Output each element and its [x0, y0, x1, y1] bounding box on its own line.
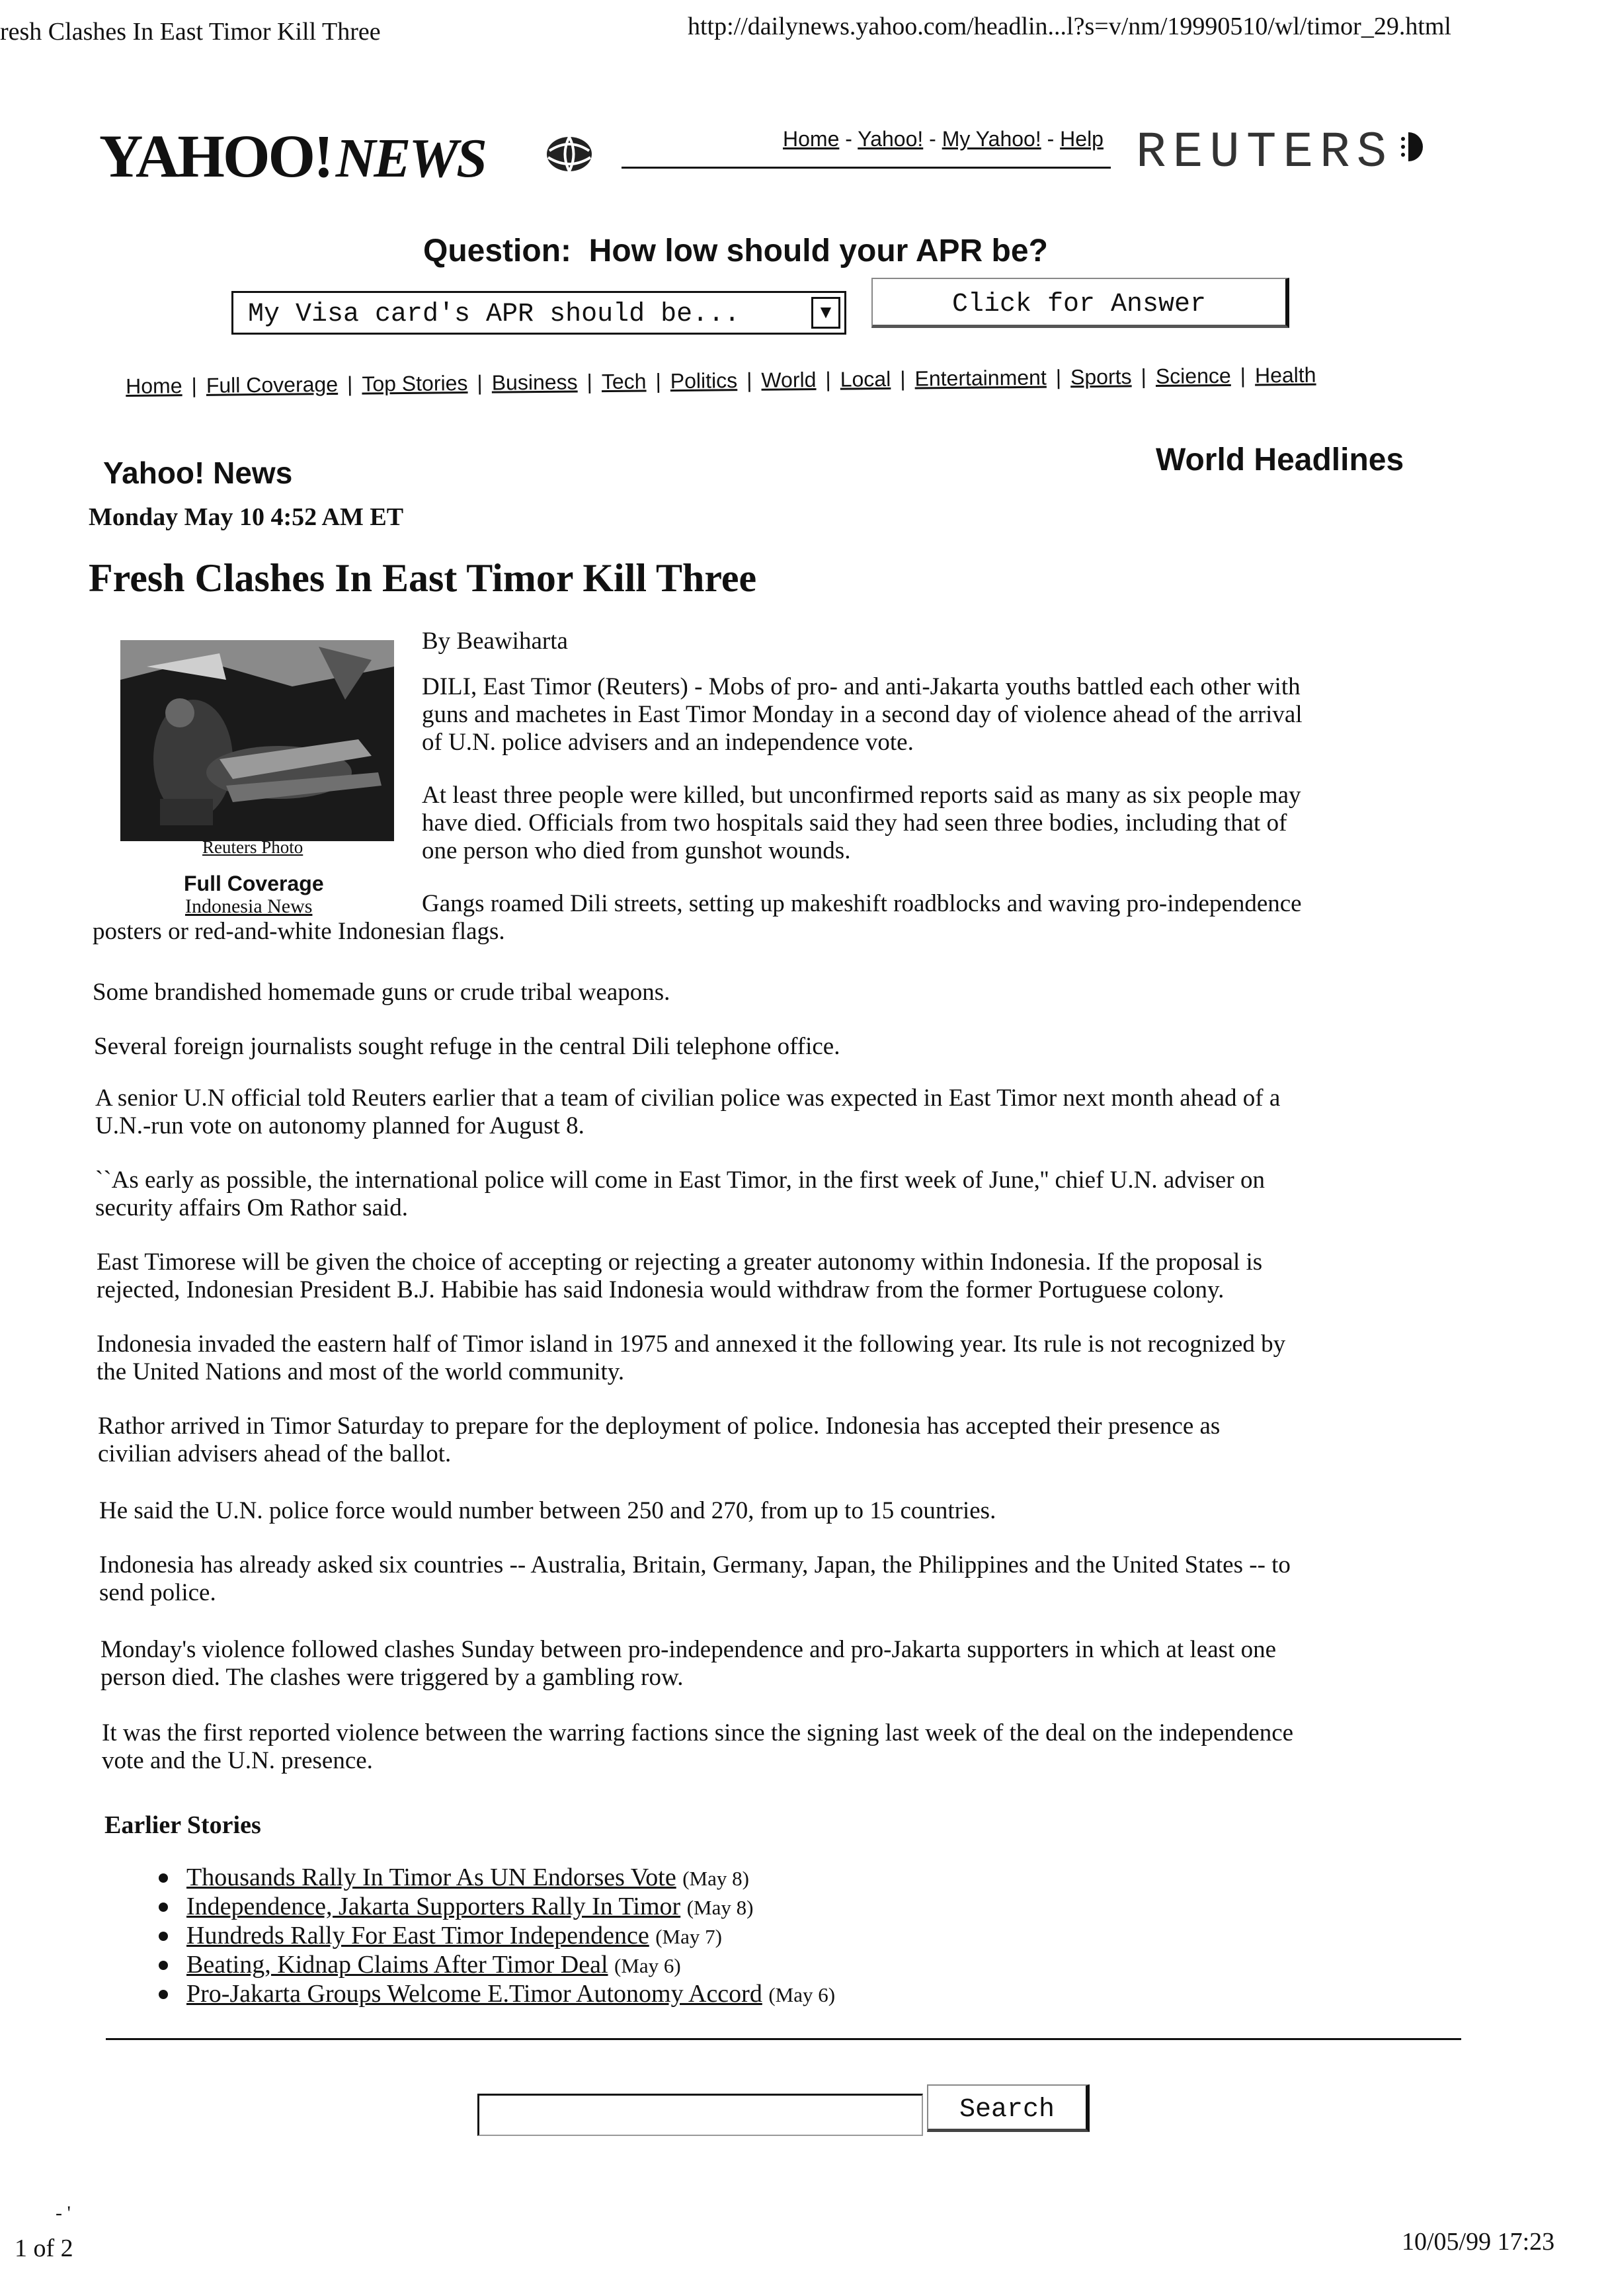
apr-question: Question: How low should your APR be? [423, 233, 1048, 268]
full-coverage-heading: Full Coverage [184, 872, 324, 895]
nav-entertainment[interactable]: Entertainment [914, 365, 1047, 391]
header-rule [622, 167, 1111, 169]
story-date: (May 8) [686, 1896, 754, 1919]
indonesia-news-link[interactable]: Indonesia News [185, 895, 313, 917]
paragraph-line: guns and machetes in East Timor Monday in a second day of violence ahead of the arrival [422, 701, 1303, 728]
list-item [159, 1951, 835, 1980]
nav-world[interactable]: World [761, 367, 817, 392]
bullet-icon [159, 1961, 168, 1970]
top-link-help[interactable]: Help [1060, 127, 1104, 151]
paragraph-line: civilian advisers ahead of the ballot. [98, 1440, 452, 1467]
paragraph-line: U.N.-run vote on autonomy planned for August 8. [95, 1112, 584, 1139]
article-paragraph [100, 1636, 1276, 1692]
chevron-down-icon[interactable]: ▼ [811, 297, 840, 329]
top-link-yahoo[interactable]: Yahoo! [858, 127, 924, 151]
nav-home[interactable]: Home [126, 374, 182, 398]
paragraph-line: Gangs roamed Dili streets, setting up makeshift roadblocks and waving pro-independence [422, 890, 1302, 917]
nav-sports[interactable]: Sports [1070, 364, 1132, 390]
paragraph-line: posters or red-and-white Indonesian flags. [93, 918, 505, 945]
search-button-label: Search [959, 2095, 1055, 2125]
nav-politics[interactable]: Politics [670, 368, 738, 393]
paragraph-line: the United Nations and most of the world community. [97, 1358, 625, 1385]
top-links [783, 127, 1104, 151]
article-paragraph [99, 1551, 1291, 1607]
click-for-answer-button[interactable] [871, 278, 1289, 328]
paragraph-line: one person who died from gunshot wounds. [422, 837, 851, 864]
nav-local[interactable]: Local [840, 366, 891, 391]
nav-separator: | [191, 373, 198, 398]
nav-separator: | [746, 368, 752, 392]
list-item [159, 1922, 835, 1951]
nav-separator: | [1240, 363, 1246, 388]
nav-health[interactable]: Health [1254, 362, 1316, 388]
paragraph-line: ``As early as possible, the international police will come in East Timor, in the first week of June,'' chief U.N. adviser on [95, 1167, 1265, 1194]
article-headline: Fresh Clashes In East Timor Kill Three [89, 556, 757, 600]
earlier-stories-list [159, 1864, 835, 2009]
category-nav [126, 362, 1422, 399]
story-link[interactable]: Independence, Jakarta Supporters Rally In Timor [186, 1893, 681, 1920]
list-item [159, 1893, 835, 1922]
article-paragraph [99, 1497, 996, 1525]
nav-business[interactable]: Business [491, 370, 578, 395]
paragraph-line: He said the U.N. police force would number between 250 and 270, from up to 15 countries. [99, 1497, 996, 1524]
search-input[interactable] [477, 2094, 923, 2136]
paragraph-line: have died. Officials from two hospitals said they had seen three bodies, including that of [422, 809, 1287, 837]
article-paragraph [97, 1331, 1285, 1386]
paragraph-line: send police. [99, 1579, 216, 1606]
search-button[interactable] [927, 2084, 1090, 2132]
story-link[interactable]: Beating, Kidnap Claims After Timor Deal [186, 1951, 608, 1979]
nav-separator: | [1141, 364, 1147, 389]
paragraph-line: It was the first reported violence between the warring factions since the signing last week of the deal on the independence [102, 1719, 1294, 1746]
story-link[interactable]: Pro-Jakarta Groups Welcome E.Timor Autonomy Accord [186, 1980, 762, 2008]
article-paragraph [422, 890, 1302, 918]
print-url: http://dailynews.yahoo.com/headlin...l?s=v/nm/19990510/wl/timor_29.html [688, 13, 1451, 40]
paragraph-line: rejected, Indonesian President B.J. Habibie has said Indonesia would withdraw from the former Portuguese colony. [97, 1276, 1225, 1303]
top-link-separator: - [923, 127, 942, 151]
nav-science[interactable]: Science [1155, 363, 1231, 389]
news-photo[interactable] [120, 640, 394, 841]
bullet-icon [159, 1873, 168, 1883]
logo-yahoo-text: YAHOO! [99, 122, 332, 190]
story-date: (May 6) [614, 1954, 681, 1977]
article-paragraph [98, 1413, 1220, 1468]
photo-credit-link[interactable]: Reuters Photo [202, 837, 303, 857]
article-paragraph [422, 673, 1303, 757]
paragraph-line: of U.N. police advisers and an independence vote. [422, 729, 914, 756]
list-item [159, 1864, 835, 1893]
paragraph-line: At least three people were killed, but unconfirmed reports said as many as six people may [422, 782, 1301, 809]
apr-select-value: My Visa card's APR should be... [248, 300, 741, 329]
top-link-my-yahoo[interactable]: My Yahoo! [942, 127, 1041, 151]
print-page-title: resh Clashes In East Timor Kill Three [0, 18, 381, 46]
reuters-logo: REUTERS [1136, 124, 1394, 181]
globe-icon [540, 131, 599, 181]
paragraph-line: DILI, East Timor (Reuters) - Mobs of pro- and anti-Jakarta youths battled each other with [422, 673, 1301, 700]
nav-separator: | [346, 372, 353, 396]
story-date: (May 6) [768, 1983, 836, 2006]
article-paragraph [102, 1719, 1293, 1775]
nav-separator: | [825, 367, 831, 391]
reuters-dot-icon [1399, 130, 1428, 167]
paragraph-line: security affairs Om Rathor said. [95, 1194, 408, 1221]
print-date: 10/05/99 17:23 [1402, 2228, 1555, 2256]
article-paragraph [95, 1085, 1280, 1140]
paragraph-line: Monday's violence followed clashes Sunday between pro-independence and pro-Jakarta supporters in which at least one [100, 1636, 1276, 1663]
yahoo-news-logo[interactable] [99, 122, 485, 190]
click-for-answer-label: Click for Answer [951, 290, 1207, 319]
article-paragraph [97, 1249, 1262, 1304]
list-item [159, 1980, 835, 2009]
paragraph-line: Some brandished homemade guns or crude tribal weapons. [93, 979, 670, 1006]
top-link-home[interactable]: Home [783, 127, 840, 151]
paragraph-line: person died. The clashes were triggered by a gambling row. [100, 1664, 684, 1691]
byline: By Beawiharta [422, 628, 568, 655]
apr-select[interactable] [231, 291, 846, 335]
paragraph-line: Rathor arrived in Timor Saturday to prepare for the deployment of police. Indonesia has accepted their presence as [98, 1413, 1221, 1440]
scan-mark: - ' [56, 2202, 71, 2224]
story-date: (May 7) [655, 1925, 722, 1948]
paragraph-line: East Timorese will be given the choice of accepting or rejecting a greater autonomy within Indonesia. If the proposal is [97, 1249, 1263, 1276]
nav-separator: | [586, 370, 593, 394]
nav-separator: | [477, 370, 483, 395]
footer-rule [106, 2038, 1461, 2040]
nav-separator: | [1055, 365, 1062, 390]
nav-tech[interactable]: Tech [601, 369, 647, 394]
nav-full-coverage[interactable]: Full Coverage [206, 372, 339, 397]
paragraph-line: vote and the U.N. presence. [102, 1747, 373, 1774]
logo-news-text: NEWS [335, 128, 485, 189]
nav-separator: | [655, 369, 661, 393]
story-link[interactable]: Thousands Rally In Timor As UN Endorses Vote [186, 1864, 676, 1891]
bullet-icon [159, 1990, 168, 1999]
paragraph-line: Indonesia has already asked six countries -- Australia, Britain, Germany, Japan, the Philippines and the United States -- to [99, 1551, 1291, 1578]
article-paragraph-continued [93, 918, 505, 946]
section-heading: World Headlines [1156, 442, 1404, 477]
article-paragraph [95, 1167, 1265, 1222]
bullet-icon [159, 1903, 168, 1912]
brand-heading: Yahoo! News [103, 456, 293, 490]
top-link-separator: - [839, 127, 858, 151]
paragraph-line: Several foreign journalists sought refuge in the central Dili telephone office. [94, 1033, 840, 1060]
bullet-icon [159, 1932, 168, 1941]
story-date: (May 8) [682, 1867, 749, 1890]
earlier-stories-heading: Earlier Stories [104, 1811, 261, 1839]
top-link-separator: - [1041, 127, 1061, 151]
dateline: Monday May 10 4:52 AM ET [89, 503, 404, 531]
nav-top-stories[interactable]: Top Stories [362, 371, 468, 396]
article-paragraph [422, 782, 1301, 865]
paragraph-line: Indonesia invaded the eastern half of Timor island in 1975 and annexed it the following year. Its rule is not recognized by [97, 1331, 1286, 1358]
article-paragraph [94, 1033, 840, 1061]
article-paragraph [93, 979, 670, 1006]
print-page-count: 1 of 2 [15, 2234, 73, 2262]
story-link[interactable]: Hundreds Rally For East Timor Independence [186, 1922, 649, 1949]
nav-separator: | [900, 366, 906, 391]
paragraph-line: A senior U.N official told Reuters earlier that a team of civilian police was expected in East Timor next month ahead of a [95, 1085, 1281, 1112]
